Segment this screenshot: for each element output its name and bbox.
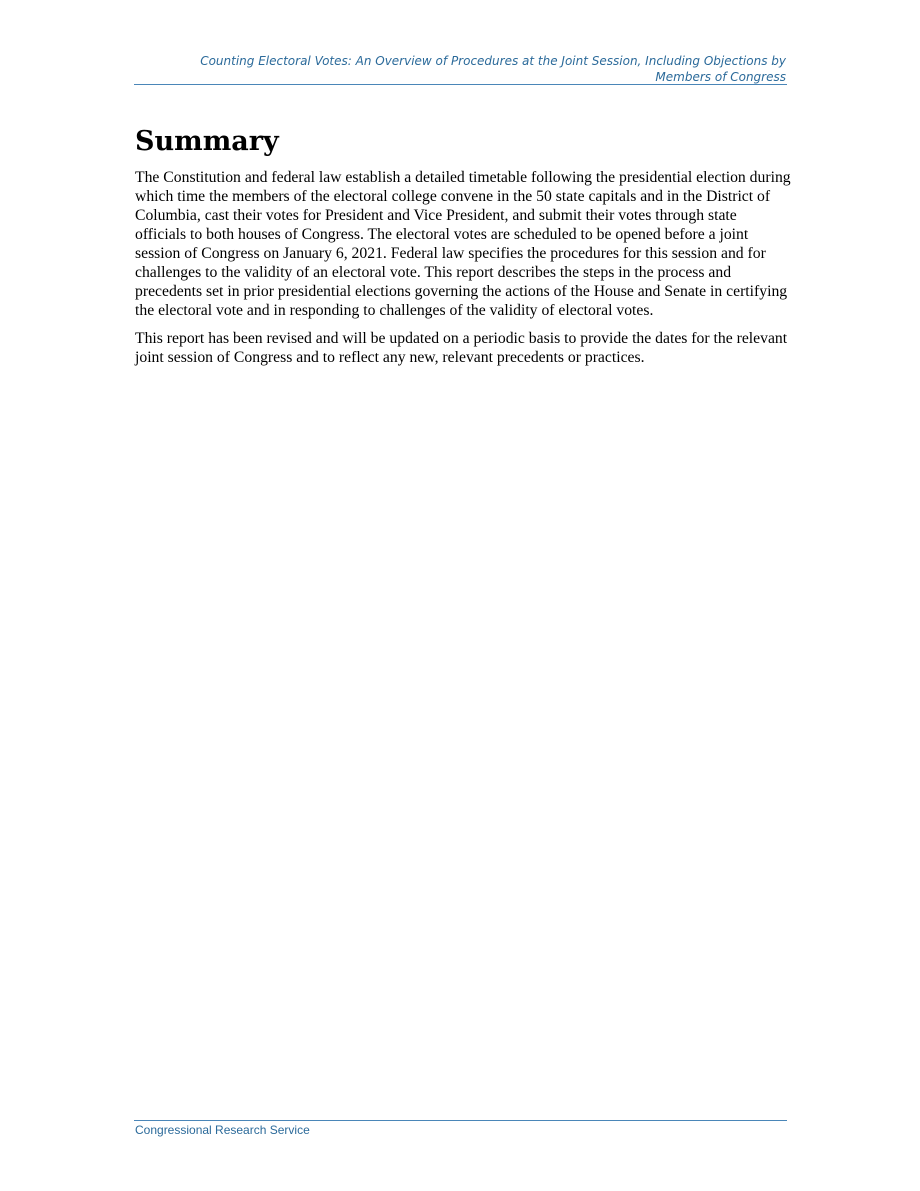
summary-body [135, 168, 791, 376]
header-divider [134, 84, 787, 85]
summary-paragraph-2: This report has been revised and will be updated on a periodic basis to provide the dates for the relevant joint session of Congress and to reflect any new, relevant precedents or practices. [135, 330, 788, 366]
running-header-line-2: Members of Congress [655, 69, 786, 84]
running-header-line-1: Counting Electoral Votes: An Overview of Procedures at the Joint Session, Including Objections by [200, 54, 786, 68]
running-header [134, 54, 786, 85]
page-title: Summary [135, 126, 279, 157]
summary-paragraph-1: The Constitution and federal law establish a detailed timetable following the presidential election during which time the members of the electoral college convene in the 50 state capitals and in the District of Columbia, cast their votes for President and Vice President, and submit their votes through state officials to both houses of Congress. The electoral votes are scheduled to be opened before a joint session of Congress on January 6, 2021. Federal law specifies the procedures for this session and for challenges to the validity of an electoral vote. This report describes the steps in the process and precedents set in prior presidential elections governing the actions of the House and Senate in certifying the electoral vote and in responding to challenges of the validity of electoral votes. [135, 169, 791, 319]
running-footer: Congressional Research Service [135, 1123, 310, 1137]
footer-divider [134, 1120, 787, 1121]
